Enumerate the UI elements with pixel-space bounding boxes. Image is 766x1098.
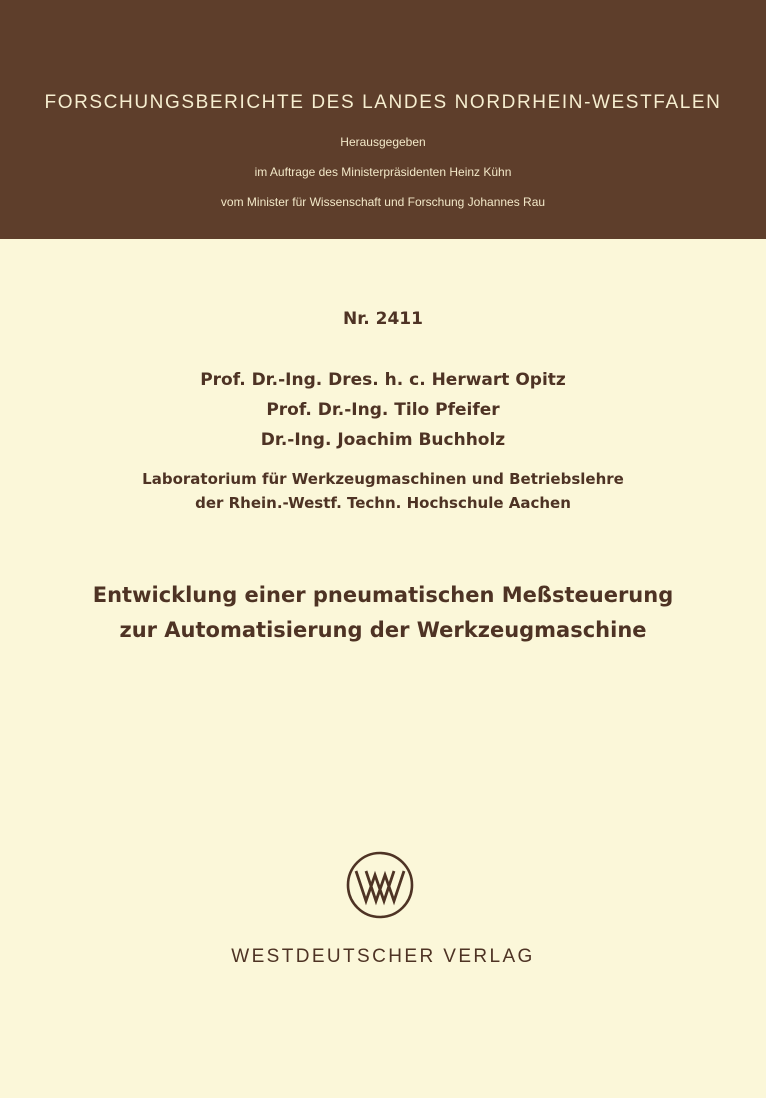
author-name: Dr.-Ing. Joachim Buchholz [260,430,506,450]
publisher-name: WESTDEUTSCHER VERLAG [231,946,535,967]
editor-line: im Auftrage des Ministerpräsidenten Heinz Kühn [254,165,512,179]
publisher-logo-icon [346,851,414,919]
editor-line: vom Minister für Wissenschaft und Forschung Johannes Rau [220,195,546,209]
editor-line: Herausgegeben [340,135,426,149]
institution-line: Laboratorium für Werkzeugmaschinen und Betriebslehre [142,470,624,488]
author-name: Prof. Dr.-Ing. Dres. h. c. Herwart Opitz [200,370,566,390]
report-number: Nr. 2411 [343,309,423,329]
book-title-line: zur Automatisierung der Werkzeugmaschine [119,618,647,642]
book-title-line: Entwicklung einer pneumatischen Meßsteuerung [92,583,674,607]
series-title: FORSCHUNGSBERICHTE DES LANDES NORDRHEIN-WESTFALEN [44,92,722,113]
series-banner [0,0,766,239]
author-name: Prof. Dr.-Ing. Tilo Pfeifer [266,400,500,420]
institution-line: der Rhein.-Westf. Techn. Hochschule Aachen [195,494,571,512]
